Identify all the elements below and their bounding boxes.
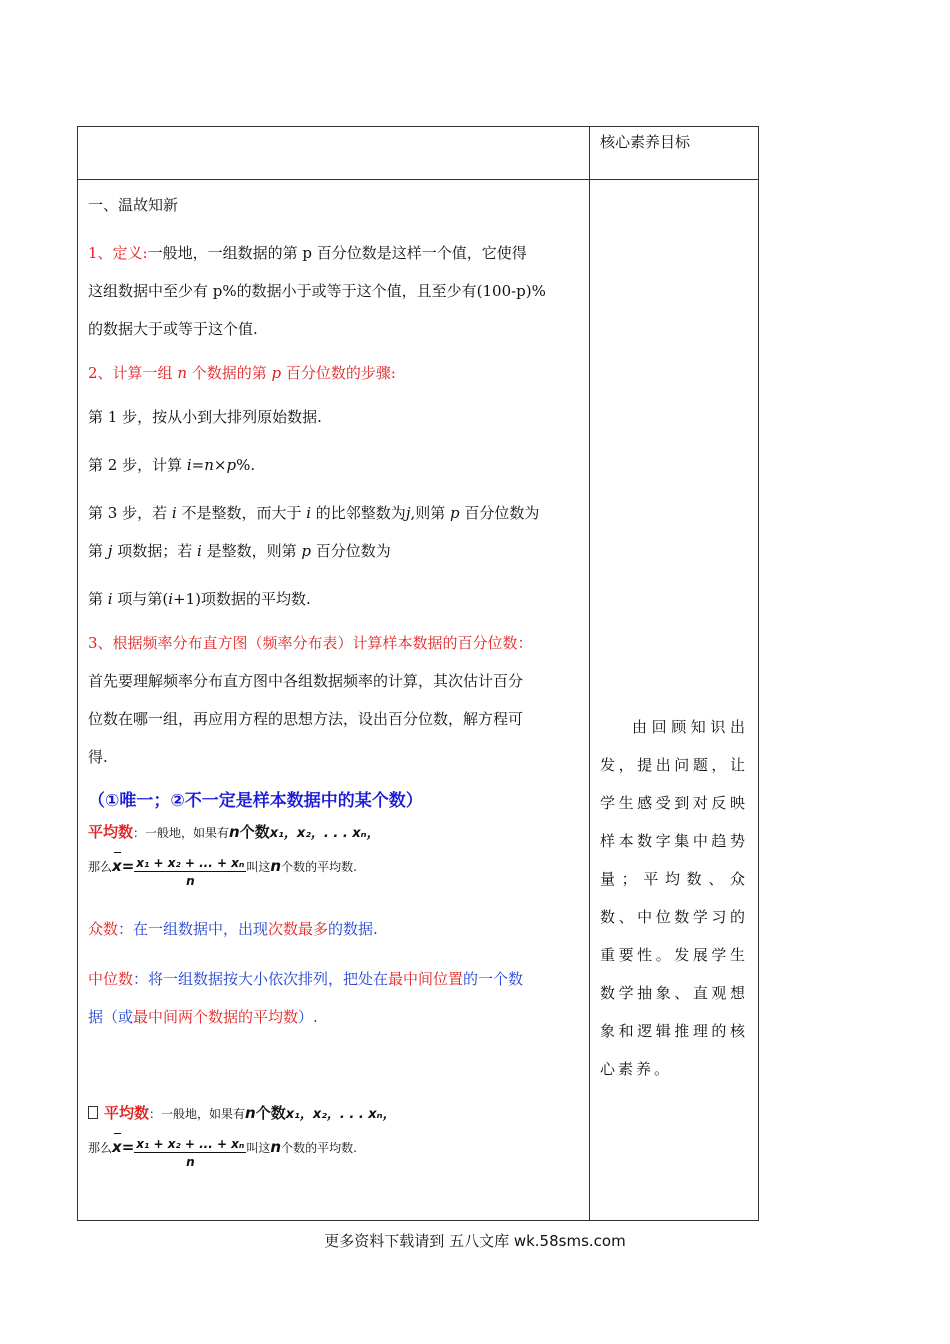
definition-line2: 这组数据中至少有 p%的数据小于或等于这个值，且至少有(100-p)% <box>88 282 546 300</box>
histogram-line3: 得. <box>88 748 108 766</box>
core-goal-text: 由回顾知识出发，提出问题，让学生感受到对反映样本数字集中趋势量；平均数、众数、中位数学习的重要性。发展学生数学抽象、直观想象和逻辑推理的核心素养。 <box>600 718 748 1078</box>
lesson-table <box>77 126 759 1221</box>
histogram-title: 3、根据频率分布直方图（频率分布表）计算样本数据的百分位数： <box>88 634 533 652</box>
definition-para: 1、定义:一般地，一组数据的第 p 百分位数是这样一个值，它使得 <box>88 244 527 262</box>
histogram-line2: 位数在哪一组，再应用方程的思想方法，设出百分位数，解方程可 <box>88 710 524 728</box>
footer-text: 更多资料下载请到 五八文库 wk.58sms.com <box>324 1232 626 1250</box>
core-goal-heading: 核心素养目标 <box>600 133 691 151</box>
header-left-cell <box>78 127 590 180</box>
definition-line3: 的数据大于或等于这个值. <box>88 320 258 338</box>
mean-line1: 平均数：一般地，如果有n个数x₁，x₂，. . . xₙ， <box>88 823 380 841</box>
mean2-line2: 那么x= $\frac{\text{x₁ + x₂ + ... + xₙ}}{n}$ 叫这n个数的平均数. <box>88 1130 579 1165</box>
percentile-note: （①唯一；②不一定是样本数据中的某个数） <box>88 791 423 811</box>
mean2-line1: 平均数：一般地，如果有n个数x₁，x₂，. . . xₙ， <box>88 1098 579 1130</box>
header-right-cell <box>590 127 759 180</box>
section-title: 一、温故知新 <box>88 196 179 214</box>
steps-title: 2、计算一组 n 个数据的第 p 百分位数的步骤: <box>88 364 396 382</box>
mean-line2: 那么x= $\frac{\text{x₁ + x₂ + ... + xₙ}}{n}$ 叫这n个数的平均数. <box>88 849 579 884</box>
content-right-cell <box>590 180 759 1221</box>
content-row <box>78 180 759 1221</box>
histogram-line1: 首先要理解频率分布直方图中各组数据频率的计算，其次估计百分 <box>88 672 524 690</box>
step-1: 第 1 步，按从小到大排列原始数据. <box>88 408 322 426</box>
bullet-box-icon <box>88 1106 98 1119</box>
header-row <box>78 127 759 180</box>
step-3-line3: 第 i 项与第(i+1)项数据的平均数. <box>88 590 311 608</box>
content-left-cell <box>78 180 590 1221</box>
mean-block-2 <box>88 1098 579 1169</box>
mean-block-1 <box>88 817 579 888</box>
median-def-line2: 据（或最中间两个数据的平均数）. <box>88 1008 318 1026</box>
median-def: 中位数：将一组数据按大小依次排列，把处在最中间位置的一个数 <box>88 970 524 988</box>
mode-def: 众数：在一组数据中，出现次数最多的数据. <box>88 920 378 938</box>
step-3: 第 3 步，若 i 不是整数，而大于 i 的比邻整数为j,则第 p 百分位数为 <box>88 504 540 522</box>
step-3-line2: 第 j 项数据；若 i 是整数，则第 p 百分位数为 <box>88 542 391 560</box>
step-2: 第 2 步，计算 i=n×p%. <box>88 456 256 474</box>
